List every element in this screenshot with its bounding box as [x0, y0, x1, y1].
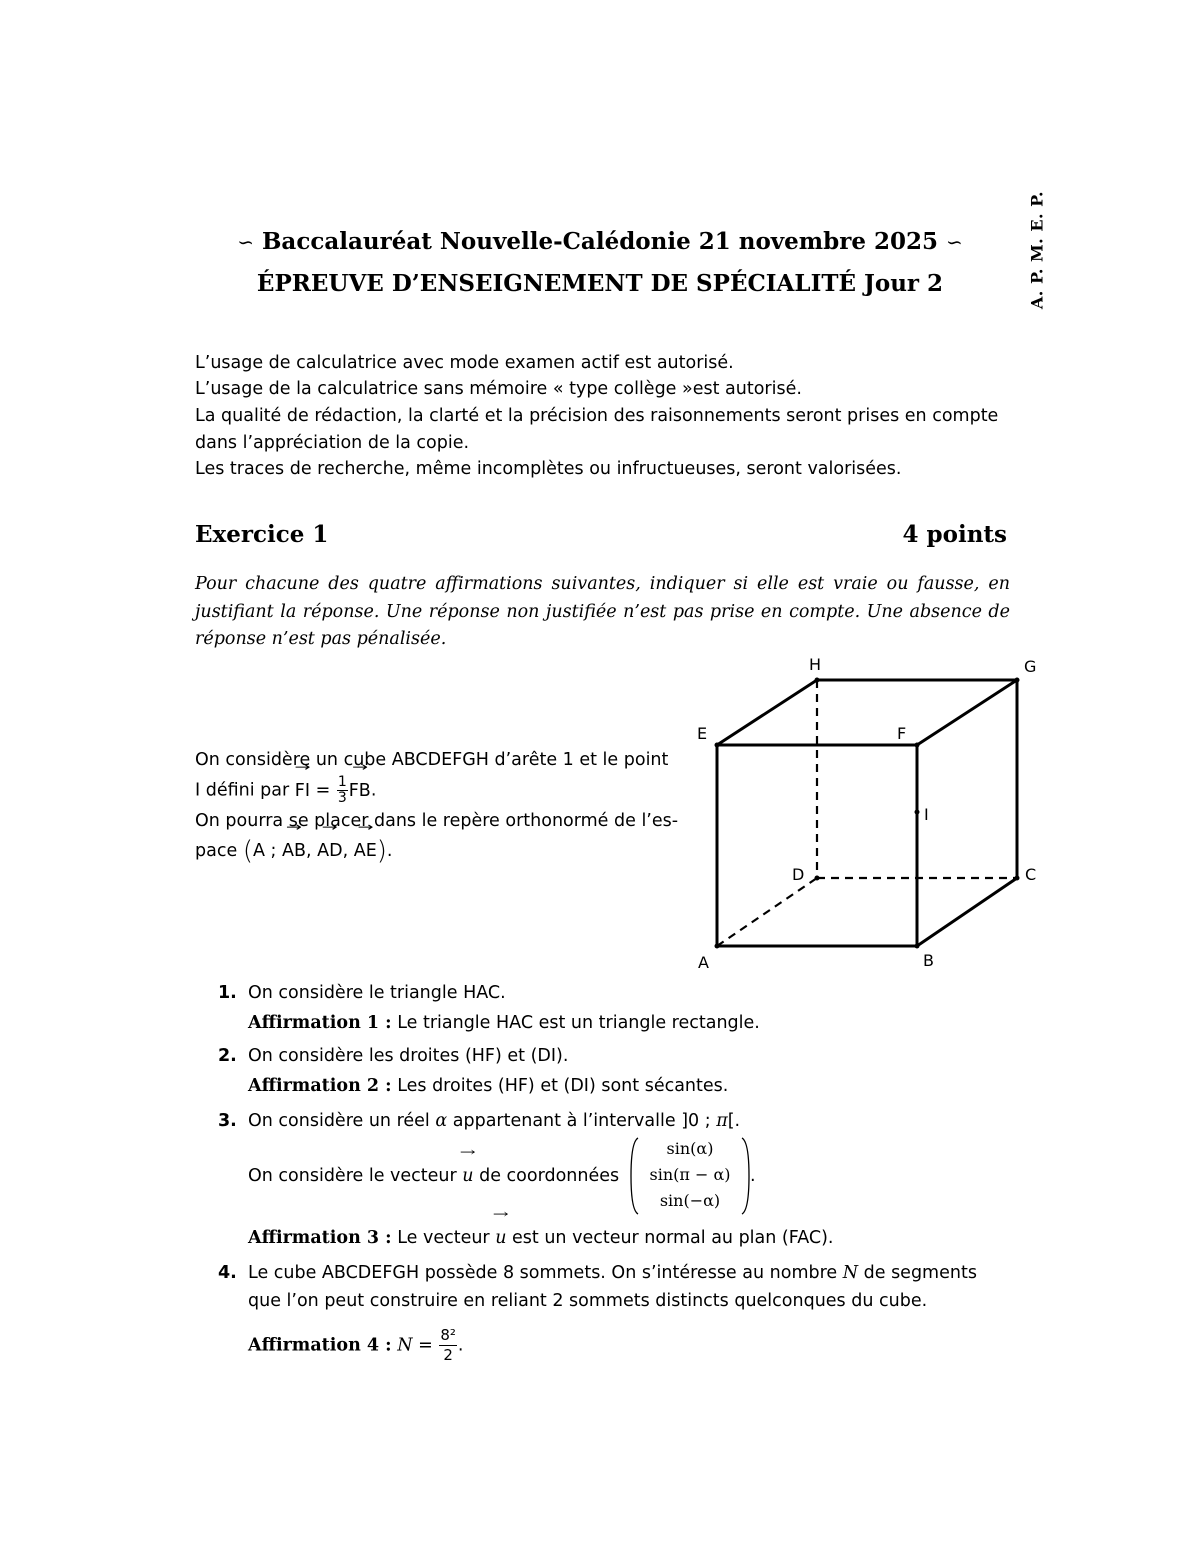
matrix-left-bracket — [630, 1136, 640, 1216]
item-1-text: On considère le triangle HAC. — [248, 983, 506, 1003]
list-item-3 — [218, 1106, 740, 1136]
vector-line-b: de coordonnées — [473, 1166, 620, 1186]
matrix-cells — [644, 1136, 736, 1214]
frac-den: 3 — [337, 790, 347, 806]
vector-AB: → AB — [282, 836, 306, 866]
label-E: E — [697, 724, 708, 743]
instruction-3: La qualité de rédaction, la clarté et la précision des raisonnements seront prises en compte — [195, 406, 999, 426]
N-symbol: N — [842, 1263, 859, 1283]
edge-BC — [917, 878, 1017, 946]
intro-equals: = — [315, 780, 331, 801]
label-G: G — [1024, 657, 1037, 676]
vector-FI: → FI — [295, 776, 310, 806]
point-F — [915, 743, 920, 748]
matrix-right-bracket — [740, 1136, 750, 1216]
label-H: H — [809, 655, 822, 674]
paren-open: ( — [242, 836, 253, 866]
point-G — [1015, 678, 1020, 683]
title-text: Baccalauréat Nouvelle-Calédonie 21 novembre 2025 — [261, 228, 938, 255]
origin-A: A ; — [252, 841, 277, 861]
sidebar-text: A. P. M. E. P. — [1027, 190, 1047, 310]
intro-line-3: On pourra se placer dans le repère orthonormé de l’es- — [195, 811, 679, 831]
intro-line-4-suffix: . — [386, 841, 393, 861]
affirmation-2-label: Affirmation 2 : — [248, 1076, 392, 1096]
item-3-num: 3. — [218, 1111, 237, 1131]
instruction-5: Les traces de recherche, même incomplètes ou infructueuses, seront valorisées. — [195, 459, 902, 479]
page-subtitle: ÉPREUVE D’ENSEIGNEMENT DE SPÉCIALITÉ Jour 2 — [256, 270, 944, 297]
instruction-2: L’usage de la calculatrice sans mémoire « type collège »est autorisé. — [195, 379, 802, 399]
list-item-2 — [218, 1041, 568, 1071]
point-B — [915, 944, 920, 949]
affirmation-3-text-b: est un vecteur normal au plan (FAC). — [506, 1228, 834, 1248]
vector-AD: → AD — [317, 836, 342, 866]
coord-3: sin(−α) — [659, 1191, 721, 1210]
coord-2: sin(π − α) — [649, 1165, 731, 1184]
exercise-title: Exercice 1 — [195, 521, 329, 548]
affirmation-3-text-a: Le vecteur — [391, 1228, 496, 1248]
item-4-text-b: de segments — [858, 1263, 977, 1283]
sep-1: , — [305, 841, 312, 861]
item-4-text-c: que l’on peut construire en reliant 2 sommets distincts quelconques du cube. — [248, 1291, 928, 1311]
label-C: C — [1025, 865, 1037, 884]
list-item-4 — [218, 1258, 977, 1288]
ornament-right-icon: ∽ — [946, 230, 963, 254]
item-2-num: 2. — [218, 1046, 237, 1066]
instruction-1: L’usage de calculatrice avec mode examen actif est autorisé. — [195, 353, 734, 373]
point-I — [915, 810, 920, 815]
affirmation-1-text: Le triangle HAC est un triangle rectangle. — [391, 1013, 760, 1033]
list-item-1 — [218, 978, 506, 1008]
page-title — [150, 228, 1050, 255]
affirmation-4 — [248, 1326, 463, 1365]
frac4-den: 2 — [443, 1346, 453, 1364]
vector-u: → u — [462, 1161, 473, 1191]
affirmation-3-label: Affirmation 3 : — [248, 1228, 392, 1248]
item-3-text-b: appartenant à l’intervalle ]0 ; — [447, 1111, 717, 1131]
frac-num: 1 — [337, 774, 347, 790]
label-D: D — [792, 865, 805, 884]
vector-FB: → FB — [349, 776, 371, 806]
item-4-num: 4. — [218, 1263, 237, 1283]
coordinates-matrix — [630, 1136, 750, 1218]
affirmation-4-label: Affirmation 4 : — [248, 1335, 392, 1356]
edge-FG — [917, 680, 1017, 745]
affirmation-2 — [248, 1071, 728, 1101]
affirmation-2-text: Les droites (HF) et (DI) sont sécantes. — [391, 1076, 729, 1096]
exercise-intro — [195, 745, 685, 866]
intro-line-4-prefix: pace — [195, 841, 238, 861]
affirmation-4-equals: = — [412, 1335, 433, 1356]
paren-close: ) — [376, 836, 387, 866]
sep-2: , — [342, 841, 349, 861]
instruction-4: dans l’appréciation de la copie. — [195, 433, 470, 453]
edge-AD-hidden — [717, 878, 817, 946]
exercise-points: 4 points — [902, 521, 1007, 548]
affirmation-1 — [248, 1008, 760, 1038]
affirmation-3-vector-u: → u — [495, 1223, 506, 1253]
label-F: F — [897, 724, 907, 743]
affirmation-4-N: N — [391, 1335, 413, 1356]
item-3-vector-line — [248, 1161, 619, 1191]
point-C — [1015, 876, 1020, 881]
affirmation-1-label: Affirmation 1 : — [248, 1013, 392, 1033]
intro-line-4 — [195, 836, 685, 866]
label-I: I — [924, 805, 929, 824]
point-E — [715, 743, 720, 748]
point-A — [715, 944, 720, 949]
frac4-num: 8² — [440, 1326, 456, 1344]
item-3-text-a: On considère un réel — [248, 1111, 436, 1131]
pi-symbol: π — [716, 1111, 728, 1131]
alpha-symbol: α — [435, 1111, 448, 1131]
fraction-8sq-over-2 — [439, 1326, 457, 1365]
vector-AE: → AE — [354, 836, 377, 866]
point-D — [815, 876, 820, 881]
intro-line-1: On considère un cube ABCDEFGH d’arête 1 et le point — [195, 750, 669, 770]
fraction-one-third — [337, 775, 348, 806]
ornament-left-icon: ∽ — [237, 230, 254, 254]
intro-line-2 — [195, 775, 685, 806]
edge-EH — [717, 680, 817, 745]
exercise-consigne: Pour chacune des quatre affirmations suivantes, indiquer si elle est vraie ou fausse, en justifiant la réponse. Une réponse non justifiée n’est pas prise en compte. Une absence de réponse n’est pas pénalisée. — [195, 574, 1010, 649]
vector-line-end: . — [750, 1166, 756, 1186]
item-4-text-a: Le cube ABCDEFGH possède 8 sommets. On s’intéresse au nombre — [248, 1263, 843, 1283]
intro-line-2-suffix: . — [370, 780, 377, 801]
point-H — [815, 678, 820, 683]
item-1-num: 1. — [218, 983, 237, 1003]
vector-line-a: On considère le vecteur — [248, 1166, 463, 1186]
affirmation-4-end: . — [457, 1335, 464, 1356]
label-A: A — [698, 953, 709, 972]
affirmation-3 — [248, 1223, 833, 1253]
item-3-text-c: [. — [727, 1111, 741, 1131]
item-2-text: On considère les droites (HF) et (DI). — [248, 1046, 569, 1066]
coord-1: sin(α) — [666, 1139, 714, 1158]
intro-line-2-prefix: I défini par — [195, 780, 290, 801]
cube-figure — [680, 650, 1060, 980]
label-B: B — [923, 951, 934, 970]
